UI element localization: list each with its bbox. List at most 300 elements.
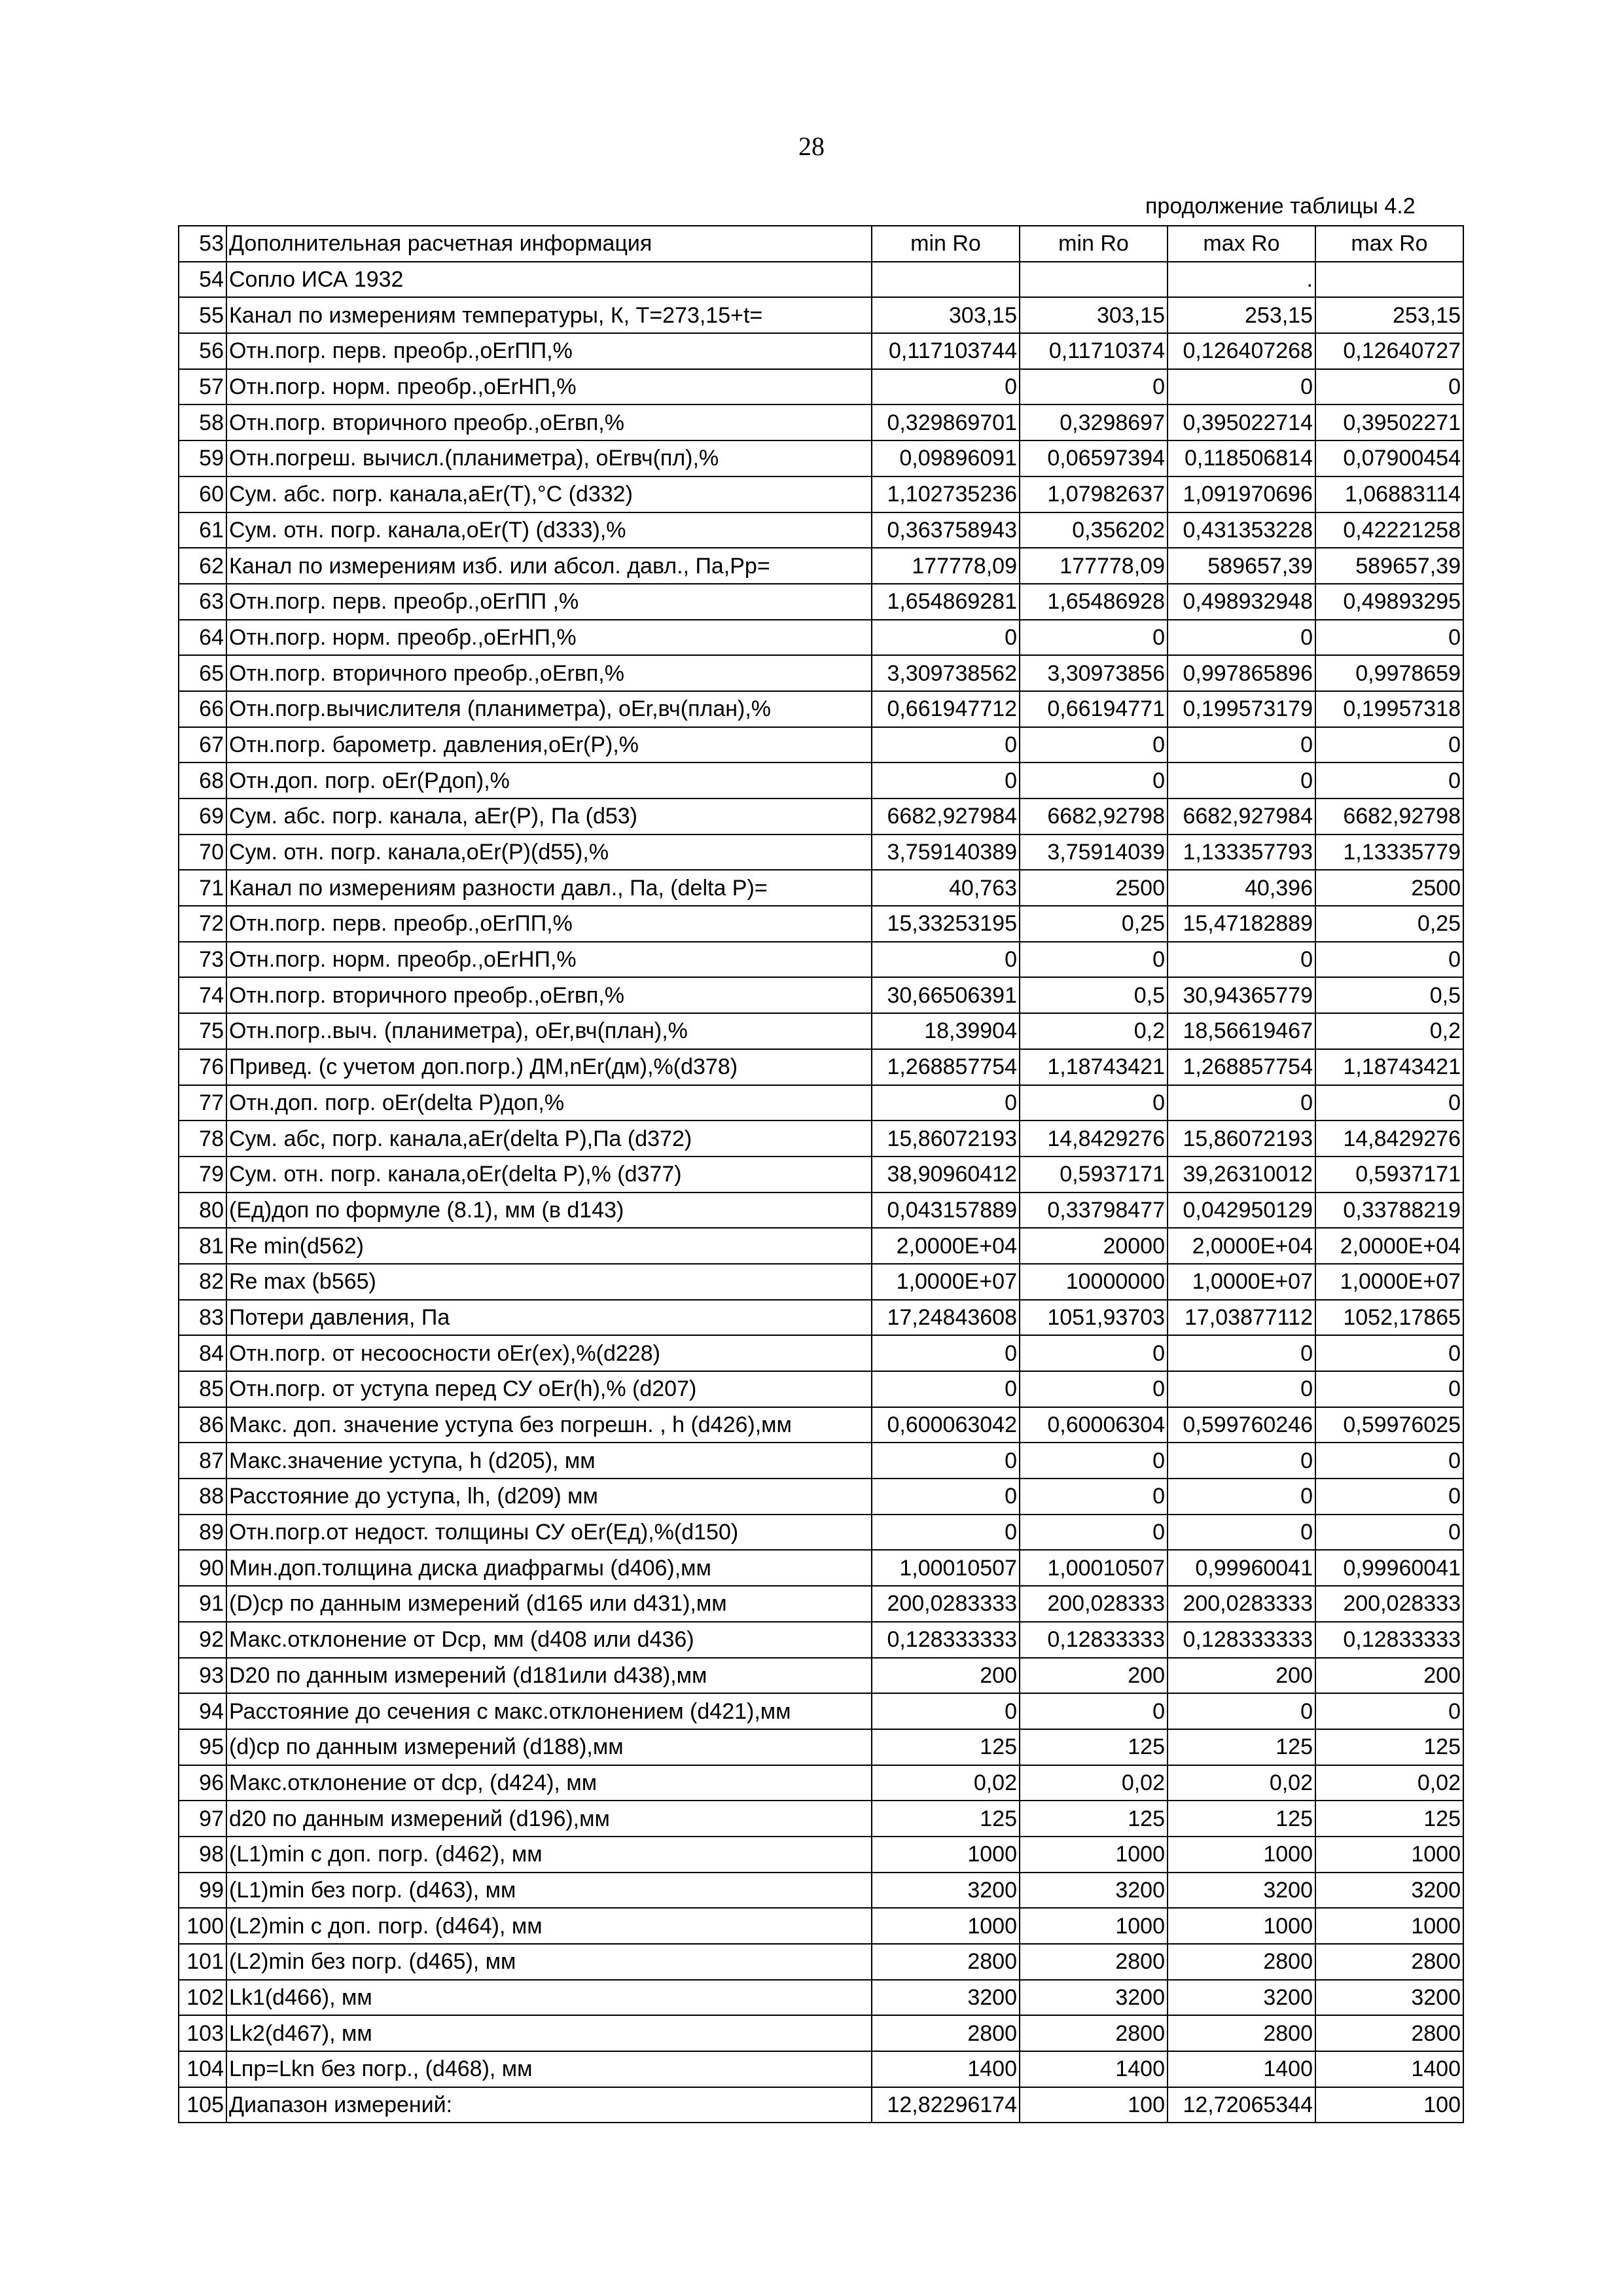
row-description: Отн.погр. перв. преобр.,oErПП,% (226, 333, 872, 369)
row-description: Макс. доп. значение уступа без погрешн. , h (d426),мм (226, 1407, 872, 1443)
value-cell: 15,86072193 (1168, 1121, 1315, 1157)
row-number: 61 (179, 512, 226, 548)
value-cell: 20000 (1020, 1228, 1168, 1264)
value-cell: 38,90960412 (872, 1157, 1020, 1193)
value-cell: 0 (1020, 1443, 1168, 1479)
row-description: Сум. абс. погр. канала,aEr(T),°C (d332) (226, 476, 872, 512)
value-cell: 0 (1168, 369, 1315, 405)
value-cell: 200,028333 (1020, 1586, 1168, 1622)
value-cell: 0,042950129 (1168, 1193, 1315, 1229)
value-cell: 200 (1168, 1658, 1315, 1694)
value-cell: 125 (1020, 1729, 1168, 1765)
row-number: 62 (179, 548, 226, 584)
value-cell: 2800 (1020, 2015, 1168, 2051)
row-description: Отн.доп. погр. oEr(Pдоп),% (226, 762, 872, 798)
table-row (179, 870, 1463, 906)
value-cell: 0 (1168, 1371, 1315, 1407)
value-cell: 1,102735236 (872, 476, 1020, 512)
row-description: Канал по измерениям изб. или абсол. давл., Па,Pp= (226, 548, 872, 584)
value-cell: 200 (1020, 1658, 1168, 1694)
table-row (179, 1658, 1463, 1694)
value-cell: 0,02 (872, 1765, 1020, 1801)
row-description: (D)ср по данным измерений (d165 или d431),мм (226, 1586, 872, 1622)
value-cell: 0,66194771 (1020, 691, 1168, 727)
value-cell: 0,3298697 (1020, 404, 1168, 440)
row-description: D20 по данным измерений (d181или d438),мм (226, 1658, 872, 1694)
value-cell: 0,25 (1315, 906, 1463, 942)
value-cell (872, 262, 1020, 298)
value-cell: 303,15 (1020, 297, 1168, 333)
row-number: 82 (179, 1264, 226, 1300)
value-cell: 0,498932948 (1168, 584, 1315, 620)
value-cell: 0 (872, 942, 1020, 978)
row-number: 93 (179, 1658, 226, 1694)
value-cell: 0,99960041 (1315, 1550, 1463, 1586)
value-cell: 0 (1168, 1443, 1315, 1479)
value-cell: 0 (872, 762, 1020, 798)
row-description: Отн.погр. перв. преобр.,oErПП ,% (226, 584, 872, 620)
row-description: Сопло ИСА 1932 (226, 262, 872, 298)
value-cell: 0,329869701 (872, 404, 1020, 440)
value-cell: 200,0283333 (1168, 1586, 1315, 1622)
data-table (178, 225, 1464, 2123)
value-cell: 39,26310012 (1168, 1157, 1315, 1193)
table-row (179, 2087, 1463, 2123)
row-number: 88 (179, 1479, 226, 1515)
row-description: Отн.погр. норм. преобр.,oErНП,% (226, 942, 872, 978)
value-cell: 3200 (1315, 1980, 1463, 2016)
value-cell: 1,18743421 (1315, 1049, 1463, 1085)
column-header: max Ro (1315, 226, 1463, 262)
value-cell: 2800 (1315, 2015, 1463, 2051)
value-cell: 1000 (1315, 1837, 1463, 1873)
row-description: Канал по измерениям температуры, К, Т=273,15+t= (226, 297, 872, 333)
value-cell: 0 (1315, 1479, 1463, 1515)
row-number: 76 (179, 1049, 226, 1085)
row-description: (L2)min с доп. погр. (d464), мм (226, 1908, 872, 1944)
value-cell: 0 (1020, 1085, 1168, 1121)
value-cell: 125 (1020, 1801, 1168, 1837)
value-cell: 18,39904 (872, 1013, 1020, 1049)
value-cell: 0 (872, 1693, 1020, 1729)
table-row (179, 1264, 1463, 1300)
row-number: 101 (179, 1944, 226, 1980)
row-number: 77 (179, 1085, 226, 1121)
table-row (179, 1586, 1463, 1622)
table-row (179, 1801, 1463, 1837)
table-row (179, 1515, 1463, 1551)
value-cell: 1000 (1020, 1908, 1168, 1944)
row-description: Отн.погр. норм. преобр.,oErНП,% (226, 369, 872, 405)
row-description: Lk2(d467), мм (226, 2015, 872, 2051)
value-cell: 0 (1315, 1693, 1463, 1729)
table-row (179, 655, 1463, 691)
value-cell: 125 (1168, 1729, 1315, 1765)
value-cell: 14,8429276 (1315, 1121, 1463, 1157)
value-cell: 0 (1020, 1335, 1168, 1371)
value-cell: 18,56619467 (1168, 1013, 1315, 1049)
header-description: Дополнительная расчетная информация (226, 226, 872, 262)
value-cell: 0,11710374 (1020, 333, 1168, 369)
value-cell: 15,33253195 (872, 906, 1020, 942)
row-description: Сум. отн. погр. канала,oEr(P)(d55),% (226, 834, 872, 870)
value-cell: 17,03877112 (1168, 1300, 1315, 1336)
value-cell: 0,363758943 (872, 512, 1020, 548)
value-cell: 0 (1020, 1479, 1168, 1515)
value-cell: 2500 (1315, 870, 1463, 906)
value-cell: 10000000 (1020, 1264, 1168, 1300)
value-cell: 0,02 (1020, 1765, 1168, 1801)
value-cell: 0 (1315, 1515, 1463, 1551)
value-cell: 200,0283333 (872, 1586, 1020, 1622)
row-number: 97 (179, 1801, 226, 1837)
value-cell: 6682,92798 (1315, 798, 1463, 834)
value-cell: 0,06597394 (1020, 440, 1168, 476)
table-header-row (179, 226, 1463, 262)
row-number: 79 (179, 1157, 226, 1193)
value-cell: 3200 (1020, 1980, 1168, 2016)
row-description: Отн.погр. вторичного преобр.,oErвп,% (226, 977, 872, 1013)
row-description: Макс.отклонение от Dср, мм (d408 или d436) (226, 1622, 872, 1658)
value-cell: 0 (1020, 620, 1168, 656)
column-header: min Ro (1020, 226, 1168, 262)
table-row (179, 2015, 1463, 2051)
row-number: 58 (179, 404, 226, 440)
row-description: (L1)min без погр. (d463), мм (226, 1873, 872, 1909)
value-cell: 0 (1315, 762, 1463, 798)
value-cell: 40,396 (1168, 870, 1315, 906)
row-description: Привед. (с учетом доп.погр.) ДМ,nEr(дм),%(d378) (226, 1049, 872, 1085)
value-cell: 1400 (1020, 2051, 1168, 2087)
table-row (179, 1550, 1463, 1586)
value-cell: 3,309738562 (872, 655, 1020, 691)
row-description: Отн.погр. перв. преобр.,oErПП,% (226, 906, 872, 942)
row-description: Отн.погр. от несоосности oEr(ex),%(d228) (226, 1335, 872, 1371)
row-description: Макс.отклонение от dср, (d424), мм (226, 1765, 872, 1801)
table-row (179, 1335, 1463, 1371)
value-cell: 1,65486928 (1020, 584, 1168, 620)
row-number: 56 (179, 333, 226, 369)
table-row (179, 262, 1463, 298)
table-row (179, 1479, 1463, 1515)
value-cell: 1000 (872, 1837, 1020, 1873)
value-cell: 303,15 (872, 297, 1020, 333)
value-cell: 200 (1315, 1658, 1463, 1694)
value-cell: 0,12833333 (1315, 1622, 1463, 1658)
table-row (179, 333, 1463, 369)
value-cell: 0 (872, 1515, 1020, 1551)
value-cell: 2,0000E+04 (1168, 1228, 1315, 1264)
row-number: 69 (179, 798, 226, 834)
value-cell (1315, 262, 1463, 298)
value-cell: 0,60006304 (1020, 1407, 1168, 1443)
value-cell: 589657,39 (1315, 548, 1463, 584)
value-cell: 2800 (1315, 1944, 1463, 1980)
value-cell: 0 (1020, 1693, 1168, 1729)
value-cell: 2800 (1168, 1944, 1315, 1980)
value-cell: 15,47182889 (1168, 906, 1315, 942)
value-cell: 0,199573179 (1168, 691, 1315, 727)
row-number: 87 (179, 1443, 226, 1479)
value-cell: 0,5937171 (1315, 1157, 1463, 1193)
page-number: 28 (798, 132, 825, 161)
value-cell: 2,0000E+04 (1315, 1228, 1463, 1264)
value-cell: 3,75914039 (1020, 834, 1168, 870)
value-cell: 0,49893295 (1315, 584, 1463, 620)
value-cell: 2500 (1020, 870, 1168, 906)
row-description: Lпр=Lkn без погр., (d468), мм (226, 2051, 872, 2087)
row-number: 83 (179, 1300, 226, 1336)
row-description: Потери давления, Па (226, 1300, 872, 1336)
table-continuation-label: продолжение таблицы 4.2 (1145, 194, 1416, 219)
value-cell: 3,759140389 (872, 834, 1020, 870)
value-cell: 17,24843608 (872, 1300, 1020, 1336)
row-description: Сум. отн. погр. канала,oEr(T) (d333),% (226, 512, 872, 548)
value-cell: 1,06883114 (1315, 476, 1463, 512)
value-cell: 3200 (1020, 1873, 1168, 1909)
value-cell: 30,66506391 (872, 977, 1020, 1013)
value-cell: 0,19957318 (1315, 691, 1463, 727)
row-number: 71 (179, 870, 226, 906)
row-number: 92 (179, 1622, 226, 1658)
row-number: 104 (179, 2051, 226, 2087)
value-cell: 0 (1315, 369, 1463, 405)
value-cell: 2800 (1168, 2015, 1315, 2051)
row-number: 91 (179, 1586, 226, 1622)
value-cell: 253,15 (1168, 297, 1315, 333)
value-cell: 1,268857754 (872, 1049, 1020, 1085)
row-description: Отн.доп. погр. oEr(delta P)доп,% (226, 1085, 872, 1121)
value-cell: 0,59976025 (1315, 1407, 1463, 1443)
table-row (179, 977, 1463, 1013)
value-cell: 1051,93703 (1020, 1300, 1168, 1336)
value-cell: 12,72065344 (1168, 2087, 1315, 2123)
value-cell: 3200 (1168, 1873, 1315, 1909)
row-description: Отн.погр..выч. (планиметра), oEr,вч(план),% (226, 1013, 872, 1049)
value-cell: 589657,39 (1168, 548, 1315, 584)
row-description: Re max (b565) (226, 1264, 872, 1300)
row-number: 89 (179, 1515, 226, 1551)
value-cell: 0 (1020, 727, 1168, 763)
value-cell: 1052,17865 (1315, 1300, 1463, 1336)
value-cell: 1,268857754 (1168, 1049, 1315, 1085)
table-row (179, 1407, 1463, 1443)
row-number: 66 (179, 691, 226, 727)
value-cell: 200 (872, 1658, 1020, 1694)
value-cell: 0,12833333 (1020, 1622, 1168, 1658)
value-cell: 0 (872, 1443, 1020, 1479)
value-cell: 0 (1168, 1479, 1315, 1515)
value-cell: 0,33788219 (1315, 1193, 1463, 1229)
row-number: 96 (179, 1765, 226, 1801)
value-cell: 3200 (872, 1873, 1020, 1909)
value-cell: 0,09896091 (872, 440, 1020, 476)
value-cell: 6682,927984 (1168, 798, 1315, 834)
row-description: Сум. абс, погр. канала,aEr(delta P),Па (d372) (226, 1121, 872, 1157)
value-cell: 0 (1315, 1371, 1463, 1407)
value-cell: 0,25 (1020, 906, 1168, 942)
value-cell: 1400 (872, 2051, 1020, 2087)
row-description: Отн.погр. от уступа перед СУ oEr(h),% (d207) (226, 1371, 872, 1407)
value-cell: 30,94365779 (1168, 977, 1315, 1013)
row-description: (L1)min с доп. погр. (d462), мм (226, 1837, 872, 1873)
row-number: 94 (179, 1693, 226, 1729)
column-header: max Ro (1168, 226, 1315, 262)
row-number: 80 (179, 1193, 226, 1229)
row-description: (d)ср по данным измерений (d188),мм (226, 1729, 872, 1765)
row-number: 90 (179, 1550, 226, 1586)
row-description: Отн.погр.вычислителя (планиметра), oEr,вч(план),% (226, 691, 872, 727)
table-row (179, 476, 1463, 512)
row-description: Отн.погр. норм. преобр.,oErНП,% (226, 620, 872, 656)
row-number: 95 (179, 1729, 226, 1765)
row-description: Отн.погр. барометр. давления,oEr(P),% (226, 727, 872, 763)
table-row (179, 1085, 1463, 1121)
table-row (179, 834, 1463, 870)
value-cell: 125 (1315, 1729, 1463, 1765)
value-cell: 125 (1168, 1801, 1315, 1837)
table-body (179, 226, 1463, 2123)
value-cell: 1,0000E+07 (1168, 1264, 1315, 1300)
table-row (179, 1371, 1463, 1407)
table-row (179, 1049, 1463, 1085)
row-number: 65 (179, 655, 226, 691)
value-cell: 0 (1168, 1335, 1315, 1371)
value-cell: 1,13335779 (1315, 834, 1463, 870)
value-cell: 1,133357793 (1168, 834, 1315, 870)
value-cell: 0 (1020, 762, 1168, 798)
value-cell: 0 (872, 620, 1020, 656)
row-description: Сум. отн. погр. канала,oEr(delta P),% (d377) (226, 1157, 872, 1193)
value-cell: 1000 (1168, 1908, 1315, 1944)
row-number: 64 (179, 620, 226, 656)
value-cell: 0 (872, 369, 1020, 405)
value-cell: 177778,09 (1020, 548, 1168, 584)
value-cell: 0 (1168, 942, 1315, 978)
row-number: 70 (179, 834, 226, 870)
table-row (179, 727, 1463, 763)
value-cell: 0,356202 (1020, 512, 1168, 548)
value-cell: 0,99960041 (1168, 1550, 1315, 1586)
value-cell: 6682,92798 (1020, 798, 1168, 834)
row-number: 73 (179, 942, 226, 978)
row-description: (L2)min без погр. (d465), мм (226, 1944, 872, 1980)
value-cell: 0 (1315, 1335, 1463, 1371)
row-number: 86 (179, 1407, 226, 1443)
row-description: Отн.погр.от недост. толщины СУ oEr(Eд),%(d150) (226, 1515, 872, 1551)
table-row (179, 691, 1463, 727)
table-row (179, 512, 1463, 548)
value-cell: 0,2 (1315, 1013, 1463, 1049)
value-cell: 0 (1020, 1371, 1168, 1407)
value-cell: 0 (1168, 727, 1315, 763)
value-cell: 125 (1315, 1801, 1463, 1837)
value-cell: 0,5 (1020, 977, 1168, 1013)
row-number: 72 (179, 906, 226, 942)
value-cell: 0,997865896 (1168, 655, 1315, 691)
value-cell: 0,02 (1315, 1765, 1463, 1801)
value-cell: 0,2 (1020, 1013, 1168, 1049)
row-number: 100 (179, 1908, 226, 1944)
table-row (179, 1622, 1463, 1658)
row-description: Расстояние до сечения с макс.отклонением (d421),мм (226, 1693, 872, 1729)
row-description: Сум. абс. погр. канала, aEr(P), Па (d53) (226, 798, 872, 834)
value-cell: 0 (1315, 620, 1463, 656)
value-cell: 0 (1168, 1515, 1315, 1551)
table-row (179, 942, 1463, 978)
value-cell: 1,0000E+07 (1315, 1264, 1463, 1300)
row-number: 75 (179, 1013, 226, 1049)
value-cell (1020, 262, 1168, 298)
value-cell: 0,33798477 (1020, 1193, 1168, 1229)
table-row (179, 584, 1463, 620)
table-row (179, 1300, 1463, 1336)
value-cell: 1,00010507 (872, 1550, 1020, 1586)
value-cell: 3200 (1168, 1980, 1315, 2016)
row-number: 81 (179, 1228, 226, 1264)
row-number: 55 (179, 297, 226, 333)
row-number: 105 (179, 2087, 226, 2123)
table-row (179, 440, 1463, 476)
table-row (179, 2051, 1463, 2087)
row-number: 68 (179, 762, 226, 798)
table-row (179, 369, 1463, 405)
row-number: 102 (179, 1980, 226, 2016)
table-row (179, 548, 1463, 584)
table-row (179, 906, 1463, 942)
table-row (179, 297, 1463, 333)
table-row (179, 1837, 1463, 1873)
value-cell: 0,117103744 (872, 333, 1020, 369)
row-number: 99 (179, 1873, 226, 1909)
value-cell: 12,82296174 (872, 2087, 1020, 2123)
value-cell: . (1168, 262, 1315, 298)
value-cell: 0,128333333 (872, 1622, 1020, 1658)
value-cell: 125 (872, 1801, 1020, 1837)
value-cell: 253,15 (1315, 297, 1463, 333)
row-number: 103 (179, 2015, 226, 2051)
row-description: Расстояние до уступа, lh, (d209) мм (226, 1479, 872, 1515)
row-number: 67 (179, 727, 226, 763)
value-cell: 0 (872, 1085, 1020, 1121)
table-row (179, 620, 1463, 656)
value-cell: 0 (1315, 1443, 1463, 1479)
table-row (179, 762, 1463, 798)
value-cell: 0 (1168, 620, 1315, 656)
value-cell: 0 (1168, 1085, 1315, 1121)
value-cell: 0,5937171 (1020, 1157, 1168, 1193)
value-cell: 0 (872, 727, 1020, 763)
table-row (179, 1765, 1463, 1801)
value-cell: 177778,09 (872, 548, 1020, 584)
value-cell: 1000 (1020, 1837, 1168, 1873)
value-cell: 0 (1020, 369, 1168, 405)
value-cell: 0,126407268 (1168, 333, 1315, 369)
row-description: (Eд)доп по формуле (8.1), мм (в d143) (226, 1193, 872, 1229)
table-row (179, 1944, 1463, 1980)
value-cell: 200,028333 (1315, 1586, 1463, 1622)
value-cell: 0 (872, 1335, 1020, 1371)
value-cell: 0 (1020, 1515, 1168, 1551)
value-cell: 1,654869281 (872, 584, 1020, 620)
row-description: Диапазон измерений: (226, 2087, 872, 2123)
table-row (179, 1693, 1463, 1729)
row-number: 60 (179, 476, 226, 512)
column-header: min Ro (872, 226, 1020, 262)
value-cell: 1,0000E+07 (872, 1264, 1020, 1300)
value-cell: 2800 (872, 1944, 1020, 1980)
table-row (179, 798, 1463, 834)
